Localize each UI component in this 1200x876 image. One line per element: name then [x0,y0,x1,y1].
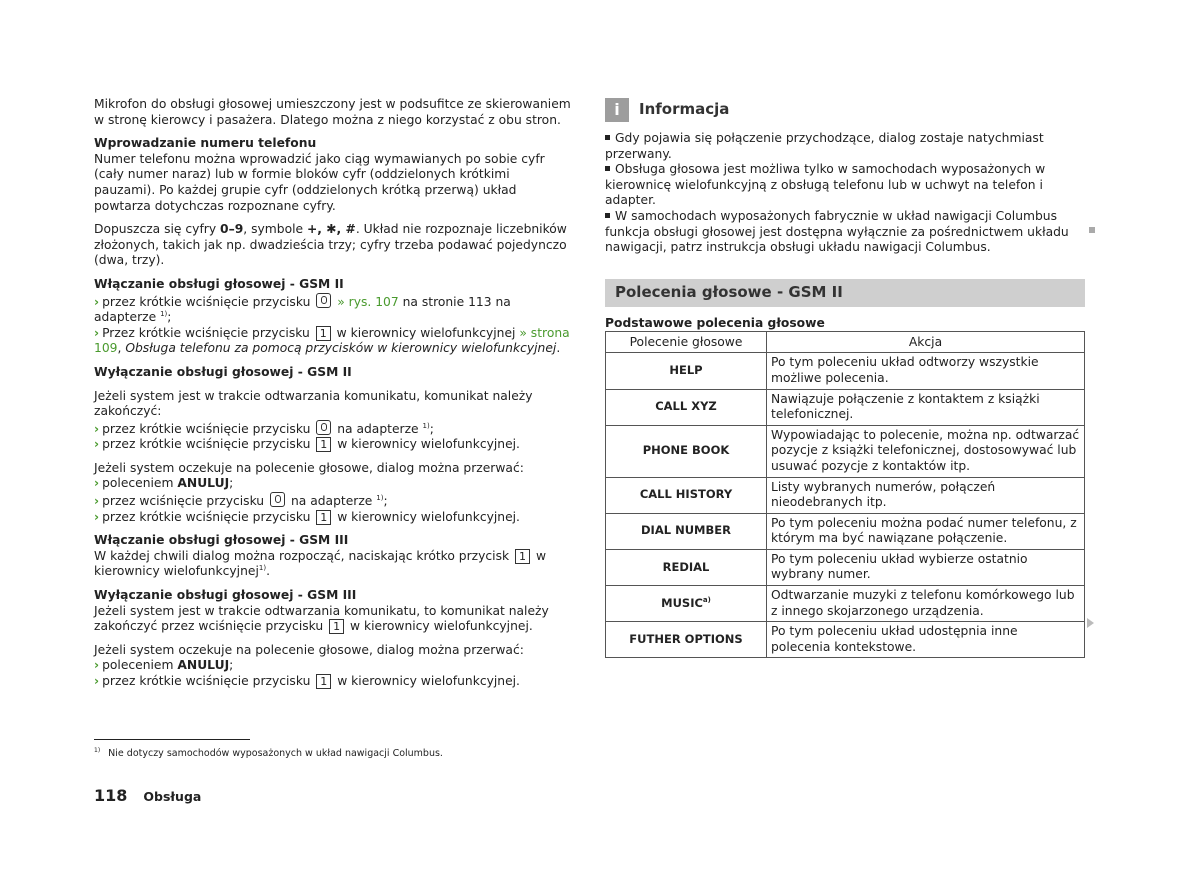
key-badge: 1 [316,437,331,452]
footnote-divider [94,739,250,740]
section-name: Obsługa [143,789,202,804]
table-row [606,622,1085,658]
list-item [94,476,572,492]
text: Jeżeli system jest w trakcie odtwarzania komunikatu, to komunikat należy zakończyć przez wciśnięcie przycisku [94,603,549,634]
command-cell [606,622,767,658]
command: CALL HISTORY [639,487,733,502]
command: DIAL NUMBER [641,523,731,538]
text: Dopuszcza się cyfry [94,222,221,237]
text: w kierownicy wielofunkcyjnej. [337,437,520,452]
page-footer [94,786,201,805]
command: MUSIC [661,595,703,610]
page-number: 118 [94,786,128,805]
command-word: ANULUJ [177,658,230,673]
mic-button-icon [316,293,331,308]
text: W każdej chwili dialog można rozpocząć, naciskając krótko przycisk [94,548,510,563]
list-item: › przez krótkie wciśnięcie przycisku » rys. 107 na stronie 113 na adapterze $^{1)}$; [94,294,511,325]
command: REDIAL [662,559,710,574]
key-badge: 1 [316,326,331,341]
section-heading: Wyłączanie obsługi głosowej - GSM II [94,364,352,379]
text: W samochodach wyposażonych fabrycznie w układ nawigacji Columbus funkcja obsługi głosowej jest dostępna wyłącznie za pośrednictwem układu nawigacji, patrz instrukcja obsługi układu nawigacji Columbus. [605,208,1069,255]
action-cell: Po tym poleceniu układ wybierze ostatnio wybrany numer. [767,549,1085,585]
command-cell [606,477,767,513]
text: , [117,341,126,356]
table-caption: Podstawowe polecenia głosowe [605,315,825,330]
table-row [606,477,1085,513]
footnote-ref[interactable]: 1) [422,421,430,430]
table-row [606,549,1085,585]
command-cell [606,513,767,549]
key-badge: 1 [515,549,530,564]
figure-link[interactable]: » rys. 107 [337,294,399,309]
action-cell: Wypowiadając to polecenie, można np. odtwarzać pozycje z książki telefonicznej, dostosowywać lub usuwać pozycje z kontaktów itp. [767,425,1085,477]
action-cell: Odtwarzanie muzyki z telefonu komórkowego lub z innego skojarzonego urządzenia. [767,586,1085,622]
text: na adapterze [290,494,373,509]
arrow-icon: › [94,294,100,309]
table-header-row [606,332,1085,353]
table-row [606,586,1085,622]
command-cell [606,586,767,622]
action-cell: Po tym poleceniu układ udostępnia inne polecenia kontekstowe. [767,622,1085,658]
symbols: +, ✱, # [307,222,356,237]
paragraph [94,604,572,635]
arrow-icon: › [94,494,100,509]
paragraph: W każdej chwili dialog można rozpocząć, naciskając krótko przycisk 1 w kierownicy wielofunkcyjnej$^{1)}$. [94,548,547,579]
section-gsm2-on [94,277,572,357]
section-heading: Wprowadzanie numeru telefonu [94,136,317,151]
right-column [605,97,1086,658]
arrow-icon: › [94,325,100,340]
key-badge: 1 [316,510,331,525]
paragraph: Jeżeli system oczekuje na polecenie głosowe, dialog można przerwać: [94,460,524,475]
section-heading: Włączanie obsługi głosowej - GSM III [94,533,349,548]
list-item [94,326,572,357]
text: na stronie 113 na adapterze [94,294,511,325]
key-badge: 1 [329,619,344,634]
text: poleceniem [102,658,178,673]
text: w kierownicy wielofunkcyjnej. [337,509,520,524]
command-cell [606,353,767,389]
mic-button-icon [316,420,331,435]
interrupt-block [94,461,572,525]
section-heading: Włączanie obsługi głosowej - GSM II [94,276,344,291]
footnote-mark: 1) [94,746,101,754]
action-cell: Po tym poleceniu układ odtworzy wszystkie możliwe polecenia. [767,353,1085,389]
mic-button-icon [270,492,285,507]
info-icon: i [605,98,629,122]
voice-commands-table [605,331,1085,658]
footnote-ref[interactable]: 1) [376,493,384,502]
page-link[interactable]: » strona 109 [94,325,570,356]
text: przez krótkie wciśnięcie przycisku [102,509,311,524]
footnote [94,748,443,759]
text: w kierownicy wielofunkcyjnej. [350,619,533,634]
list-item: › przez wciśnięcie przycisku na adapterze $^{1)}$; [94,493,388,509]
command-cell [606,549,767,585]
text: w kierownicy wielofunkcyjnej [336,325,516,340]
command-cell [606,425,767,477]
list-item [94,437,572,453]
digits-range: 0–9 [220,222,244,237]
text: . Układ nie rozpoznaje liczebników złożonych, takich jak np. dwadzieścia trzy; cyfry trzeba podawać pojedynczo (dwa, trzy). [94,222,567,268]
info-header [605,97,1086,123]
arrow-icon: › [94,509,100,524]
paragraph: Numer telefonu można wprowadzić jako ciąg wymawianych po sobie cyfr (cały numer naraz) lub w formie bloków cyfr (oddzielonych krótkimi pauzami). Po każdej grupie cyfr (oddzielonych krótką przerwą) układ powtarza dotychczas rozpoznane cyfry. [94,151,545,213]
text: ; [229,658,234,673]
section-gsm2-off [94,365,572,453]
table-row [606,513,1085,549]
bullet-square-icon [605,213,610,218]
text: przez wciśnięcie przycisku [102,494,265,509]
text: przez krótkie wciśnięcie przycisku [102,294,311,309]
column-header: Akcja [767,332,1085,353]
text: Obsługa głosowa jest możliwa tylko w samochodach wyposażonych w kierownicę wielofunkcyjną z obsługą telefonu lub w uchwyt na telefon i adapter. [605,162,1046,208]
text: w kierownicy wielofunkcyjnej. [337,674,520,688]
arrow-icon: › [94,476,100,491]
list-item: › przez krótkie wciśnięcie przycisku na adapterze $^{1)}$; [94,421,434,436]
text: na adapterze [337,421,419,436]
command: CALL XYZ [655,399,717,414]
continue-arrow-icon [1087,618,1094,628]
text: , symbole [243,222,307,237]
intro-paragraph: Mikrofon do obsługi głosowej umieszczony jest w podsufitce ze skierowaniem w stronę kierowcy i pasażera. Dlatego można z niego korzystać z obu stron. [94,97,571,127]
text: Gdy pojawia się połączenie przychodzące, dialog zostaje natychmiast przerwany. [605,131,1044,161]
footnote-ref[interactable]: 1) [258,564,267,573]
section-gsm3-on [94,533,572,580]
info-bullet [605,209,1086,256]
bullet-square-icon [605,135,610,140]
table-row [606,425,1085,477]
section-gsm3-off [94,588,572,635]
bullet-square-icon [605,166,610,171]
arrow-icon: › [94,658,100,673]
left-column [94,97,572,698]
interrupt-block [94,643,572,690]
command: PHONE BOOK [642,443,730,458]
command: HELP [669,363,703,378]
info-box [605,97,1086,256]
text: . [556,341,561,356]
footnote-ref: a) [702,596,711,605]
text: poleceniem [102,476,178,491]
section-number-entry [94,136,572,214]
section-band: Polecenia głosowe - GSM II [605,279,1085,307]
key-badge: 1 [316,674,331,689]
text: przez krótkie wciśnięcie przycisku [102,421,311,436]
text: Przez krótkie wciśnięcie przycisku [102,325,310,340]
info-title: Informacja [639,100,730,119]
command-cell [606,389,767,425]
italic-reference: Obsługa telefonu za pomocą przycisków w kierownicy wielofunkcyjnej [125,341,557,356]
table-row [606,353,1085,389]
command-word: ANULUJ [177,476,230,491]
paragraph: Jeżeli system jest w trakcie odtwarzania komunikatu, komunikat należy zakończyć: [94,388,533,419]
action-cell: Listy wybranych numerów, połączeń nieodebranych itp. [767,477,1085,513]
text: w kierownicy wielofunkcyjnej [94,548,547,579]
command: FUTHER OPTIONS [629,632,743,647]
column-header: Polecenie głosowe [606,332,767,353]
list-item [94,658,572,674]
footnote-text: Nie dotyczy samochodów wyposażonych w układ nawigacji Columbus. [108,748,443,759]
end-mark-icon [1089,227,1095,233]
table-row [606,389,1085,425]
text: przez krótkie wciśnięcie przycisku [102,437,311,452]
text: ; [229,476,234,491]
text: przez krótkie wciśnięcie przycisku [102,674,311,688]
info-bullet [605,162,1086,209]
info-bullet [605,131,1086,162]
action-cell: Po tym poleceniu można podać numer telefonu, z którym ma być nawiązane połączenie. [767,513,1085,549]
digits-paragraph [94,222,572,269]
action-cell: Nawiązuje połączenie z kontaktem z książki telefonicznej. [767,389,1085,425]
list-item [94,510,572,526]
arrow-icon: › [94,437,100,452]
list-item [94,674,572,690]
arrow-icon: › [94,421,100,436]
footnote-ref[interactable]: 1) [160,310,168,319]
paragraph: Jeżeli system oczekuje na polecenie głosowe, dialog można przerwać: [94,642,524,657]
arrow-icon: › [94,674,100,688]
section-heading: Wyłączanie obsługi głosowej - GSM III [94,588,357,603]
